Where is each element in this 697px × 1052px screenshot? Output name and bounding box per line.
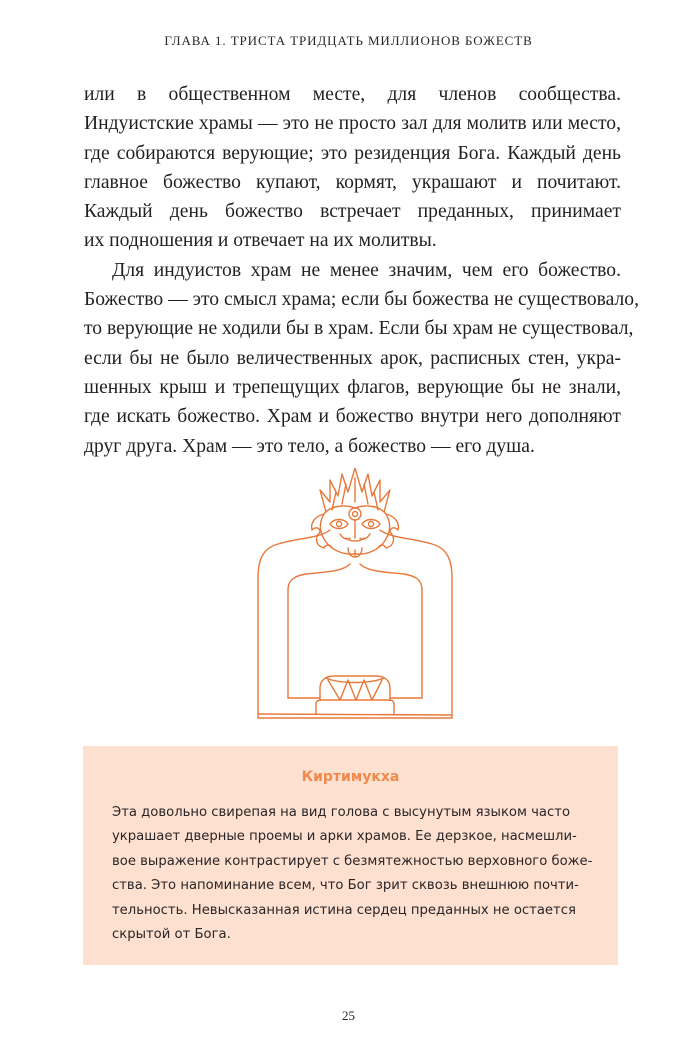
text-line: друг друга. Храм — это тело, а божество — его душа. [84, 435, 535, 457]
text-line: Божество — это смысл храма; если бы божества не существовало, [84, 289, 639, 311]
sidebar-box [83, 746, 618, 965]
text-line: Для индуистов храм не менее значим, чем его божество. [112, 259, 621, 281]
text-line: Индуистские храмы — это не просто зал для молитв или место, [84, 113, 621, 135]
text-line: тельность. Невысказанная истина сердец преданных не остается [112, 902, 576, 918]
page-number: 25 [342, 1008, 355, 1023]
text-line: где собираются верующие; это резиденция Бога. Каждый день [84, 142, 621, 164]
paragraph-2 [84, 256, 639, 461]
main-text [84, 80, 639, 461]
sidebar-title: Киртимукха [301, 769, 400, 785]
kirtimukha-icon [250, 468, 460, 728]
text-line: где искать божество. Храм и божество внутри него дополняют [84, 406, 621, 428]
text-line: Эта довольно свирепая на вид голова с высунутым языком часто [112, 805, 571, 820]
text-line: то верующие не ходили бы в храм. Если бы храм не существовал, [84, 318, 634, 340]
text-line: если бы не было величественных арок, расписных стен, укра- [84, 347, 621, 369]
text-line: скрытой от Бога. [112, 926, 231, 942]
text-line: шенных крыш и трепещущих флагов, верующие бы не знали, [84, 376, 621, 398]
text-line: Каждый день божество встречает преданных, принимает [84, 201, 621, 223]
running-head: ГЛАВА 1. ТРИСТА ТРИДЦАТЬ МИЛЛИОНОВ БОЖЕСТВ [164, 33, 533, 48]
text-line: вое выражение контрастирует с безмятежностью верховного боже- [112, 853, 593, 869]
text-line: или в общественном месте, для членов сообщества. [84, 84, 621, 105]
text-line: украшает дверные проемы и арки храмов. Ее дерзкое, насмешли- [112, 829, 577, 845]
paragraph-1 [84, 80, 621, 256]
text-line: их подношения и отвечает на их молитвы. [84, 230, 437, 252]
text-line: главное божество купают, кормят, украшают и почитают. [84, 171, 621, 193]
kirtimukha-illustration [250, 468, 460, 728]
text-line: ства. Это напоминание всем, что Бог зрит сквозь внешнюю почти- [112, 878, 579, 894]
sidebar-text [112, 801, 592, 947]
